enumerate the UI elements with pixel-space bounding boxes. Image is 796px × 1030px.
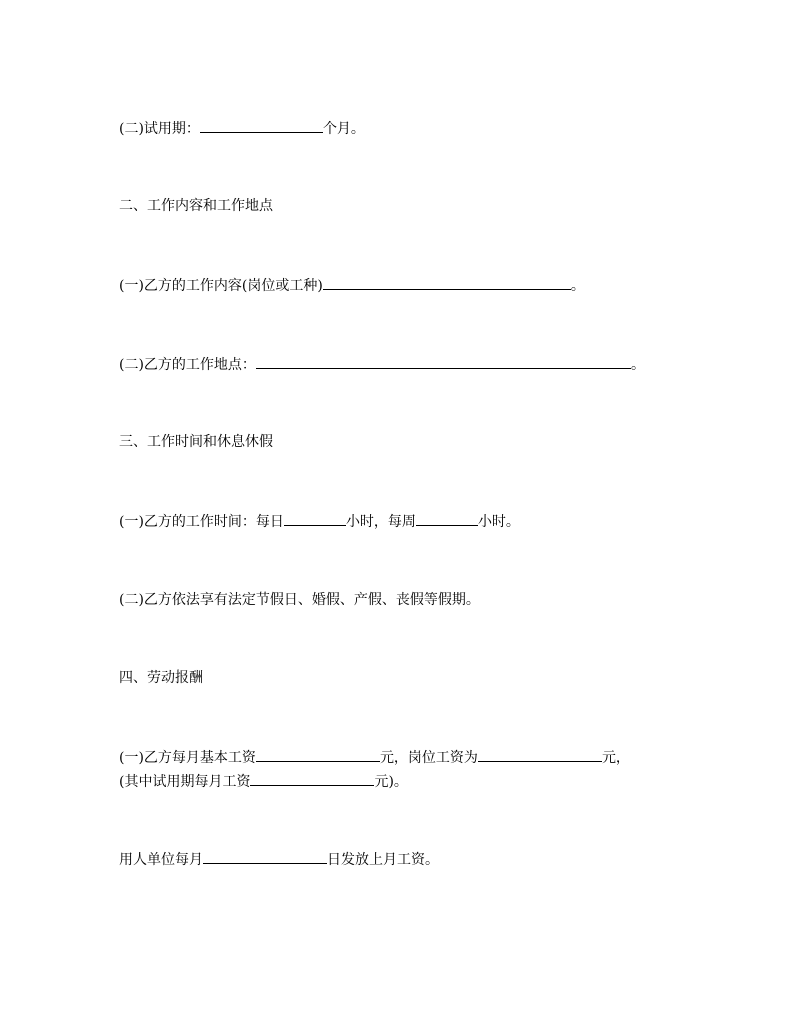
work-content-blank[interactable] xyxy=(323,275,571,290)
work-location-suffix: 。 xyxy=(630,357,645,373)
payday-clause xyxy=(119,849,439,870)
daily-hours-blank[interactable] xyxy=(284,511,346,526)
work-content-suffix: 。 xyxy=(570,278,585,294)
holidays-clause: (二)乙方依法享有法定节假日、婚假、产假、丧假等假期。 xyxy=(119,592,480,608)
payday-blank[interactable] xyxy=(203,849,327,864)
work-hours-clause xyxy=(119,511,520,532)
probation-salary-clause xyxy=(119,771,408,792)
work-content-clause xyxy=(119,275,585,296)
probation-clause xyxy=(119,118,365,139)
probation-salary-blank[interactable] xyxy=(250,771,374,786)
probation-months-blank[interactable] xyxy=(200,118,323,133)
post-salary-blank[interactable] xyxy=(478,747,602,762)
payday-suffix: 日发放上月工资。 xyxy=(327,852,439,868)
probation-salary-prefix: (其中试用期每月工资 xyxy=(119,774,251,790)
work-content-prefix: (一)乙方的工作内容(岗位或工种) xyxy=(119,278,323,294)
probation-salary-suffix: 元)。 xyxy=(374,774,408,790)
section-4-heading: 四、劳动报酬 xyxy=(119,670,203,686)
payday-prefix: 用人单位每月 xyxy=(119,852,203,868)
work-hours-prefix: (一)乙方的工作时间：每日 xyxy=(119,514,284,530)
work-location-clause xyxy=(119,354,645,375)
base-salary-blank[interactable] xyxy=(256,747,380,762)
weekly-hours-blank[interactable] xyxy=(416,511,478,526)
salary-suffix: 元， xyxy=(601,750,630,766)
salary-middle: 元，岗位工资为 xyxy=(379,750,478,766)
work-hours-middle: 小时，每周 xyxy=(345,514,416,530)
section-2-heading: 二、工作内容和工作地点 xyxy=(119,198,273,214)
work-location-prefix: (二)乙方的工作地点： xyxy=(119,357,256,373)
probation-prefix: (二)试用期： xyxy=(119,121,200,137)
work-location-blank[interactable] xyxy=(256,354,631,369)
salary-clause xyxy=(119,747,630,768)
probation-suffix: 个月。 xyxy=(322,121,365,137)
salary-prefix: (一)乙方每月基本工资 xyxy=(119,750,256,766)
work-hours-suffix: 小时。 xyxy=(477,514,520,530)
section-3-heading: 三、工作时间和休息休假 xyxy=(119,434,273,450)
